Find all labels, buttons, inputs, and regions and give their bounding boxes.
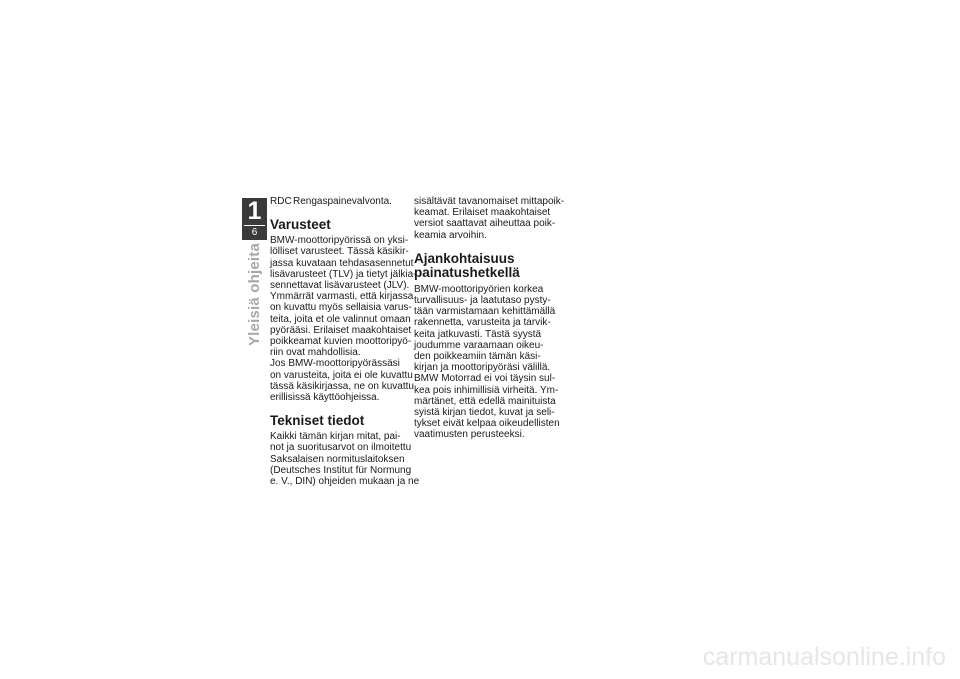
text-line: Saksalaisen normituslaitoksen (270, 453, 405, 465)
text-line: sisältävät tavanomaiset mittapoik- (414, 196, 565, 207)
text-line: joudumme varaamaan oikeu- (414, 339, 544, 351)
text-line: syistä kirjan tiedot, kuvat ja seli- (414, 407, 555, 419)
text-line: lölliset varusteet. Tässä käsikir- (270, 246, 409, 258)
text-line: Jos BMW-moottoripyörässäsi (270, 358, 400, 370)
text-line: Kaikki tämän kirjan mitat, pai- (270, 431, 401, 443)
page-number: 6 (251, 227, 258, 238)
heading-tekniset-tiedot: Tekniset tiedot (270, 413, 365, 429)
text-line: lisävarusteet (TLV) ja tietyt jälkia- (270, 268, 417, 280)
text-line: teita, joita et ole valinnut omaan (270, 313, 411, 325)
text-line: jassa kuvataan tehdasasennetut (270, 257, 414, 269)
text-line: rakennetta, varusteita ja tarvik- (414, 317, 551, 329)
paragraph-ajankohtaisuus (414, 284, 560, 441)
text-line: kirjan ja moottoripyöräsi välillä. (414, 362, 551, 374)
left-column (270, 196, 420, 488)
text-line: on kuvattu myös sellaisia varus- (270, 302, 412, 314)
right-column (414, 196, 565, 441)
heading-ajankohtaisuus (414, 252, 560, 280)
text-line: riin ovat mahdollisia. (270, 347, 361, 359)
text-line: not ja suoritusarvot on ilmoitettu (270, 442, 412, 454)
text-line: (Deutsches Institut für Normung (270, 464, 412, 476)
text-line: tässä käsikirjassa, ne on kuvattu (270, 380, 414, 392)
paragraph-continuation (414, 196, 565, 241)
abbreviation-meaning: Rengaspainevalvonta. (293, 196, 392, 207)
text-line: den poikkeamiin tämän käsi- (414, 351, 541, 363)
text-line: märtänet, että edellä mainituista (414, 395, 556, 407)
text-line: Ymmärrät varmasti, että kirjassa (270, 291, 414, 303)
paragraph-tekniset-tiedot (270, 431, 420, 488)
text-line: BMW-moottoripyörien korkea (414, 283, 544, 295)
section-title: Yleisiä ohjeita (246, 243, 263, 347)
chapter-number: 1 (247, 197, 262, 225)
text-line: turvallisuus- ja laatutaso pysty- (414, 295, 551, 307)
heading-varusteet: Varusteet (270, 217, 331, 233)
text-line: on varusteita, joita ei ole kuvattu (270, 369, 413, 381)
text-line: erillisissä käyttöohjeissa. (270, 392, 380, 404)
text-line: kea pois inhimillisiä virheitä. Ym- (414, 384, 559, 396)
watermark-text: carmanualsonline.info (702, 643, 946, 671)
text-line: keita jatkuvasti. Tästä syystä (414, 328, 542, 340)
text-line: tykset eivät kelpaa oikeudellisten (414, 418, 560, 430)
heading-line: painatushetkellä (414, 264, 520, 280)
text-line: vaatimusten perusteeksi. (414, 429, 525, 441)
section-title-container (243, 243, 267, 373)
text-line: pyörääsi. Erilaiset maakohtaiset (270, 324, 412, 336)
text-line: tään varmistamaan kehittämällä (414, 306, 556, 318)
text-line: poikkeamat kuvien moottoripyö- (270, 336, 412, 348)
text-line: BMW Motorrad ei voi täysin sul- (414, 373, 556, 385)
heading-line: Ajankohtaisuus (414, 250, 515, 266)
text-line: sennettavat lisävarusteet (JLV). (270, 280, 410, 292)
text-line: keamia arvoihin. (414, 229, 487, 241)
abbreviation-row (270, 196, 416, 207)
chapter-tab (242, 198, 267, 240)
text-line: e. V., DIN) ohjeiden mukaan ja ne (270, 476, 420, 488)
text-line: versiot saattavat aiheuttaa poik- (414, 218, 556, 230)
abbreviation: RDC (270, 196, 292, 207)
paragraph-varusteet (270, 235, 416, 403)
text-line: BMW-moottoripyörissä on yksi- (270, 235, 409, 247)
text-line: keamat. Erilaiset maakohtaiset (414, 207, 551, 219)
